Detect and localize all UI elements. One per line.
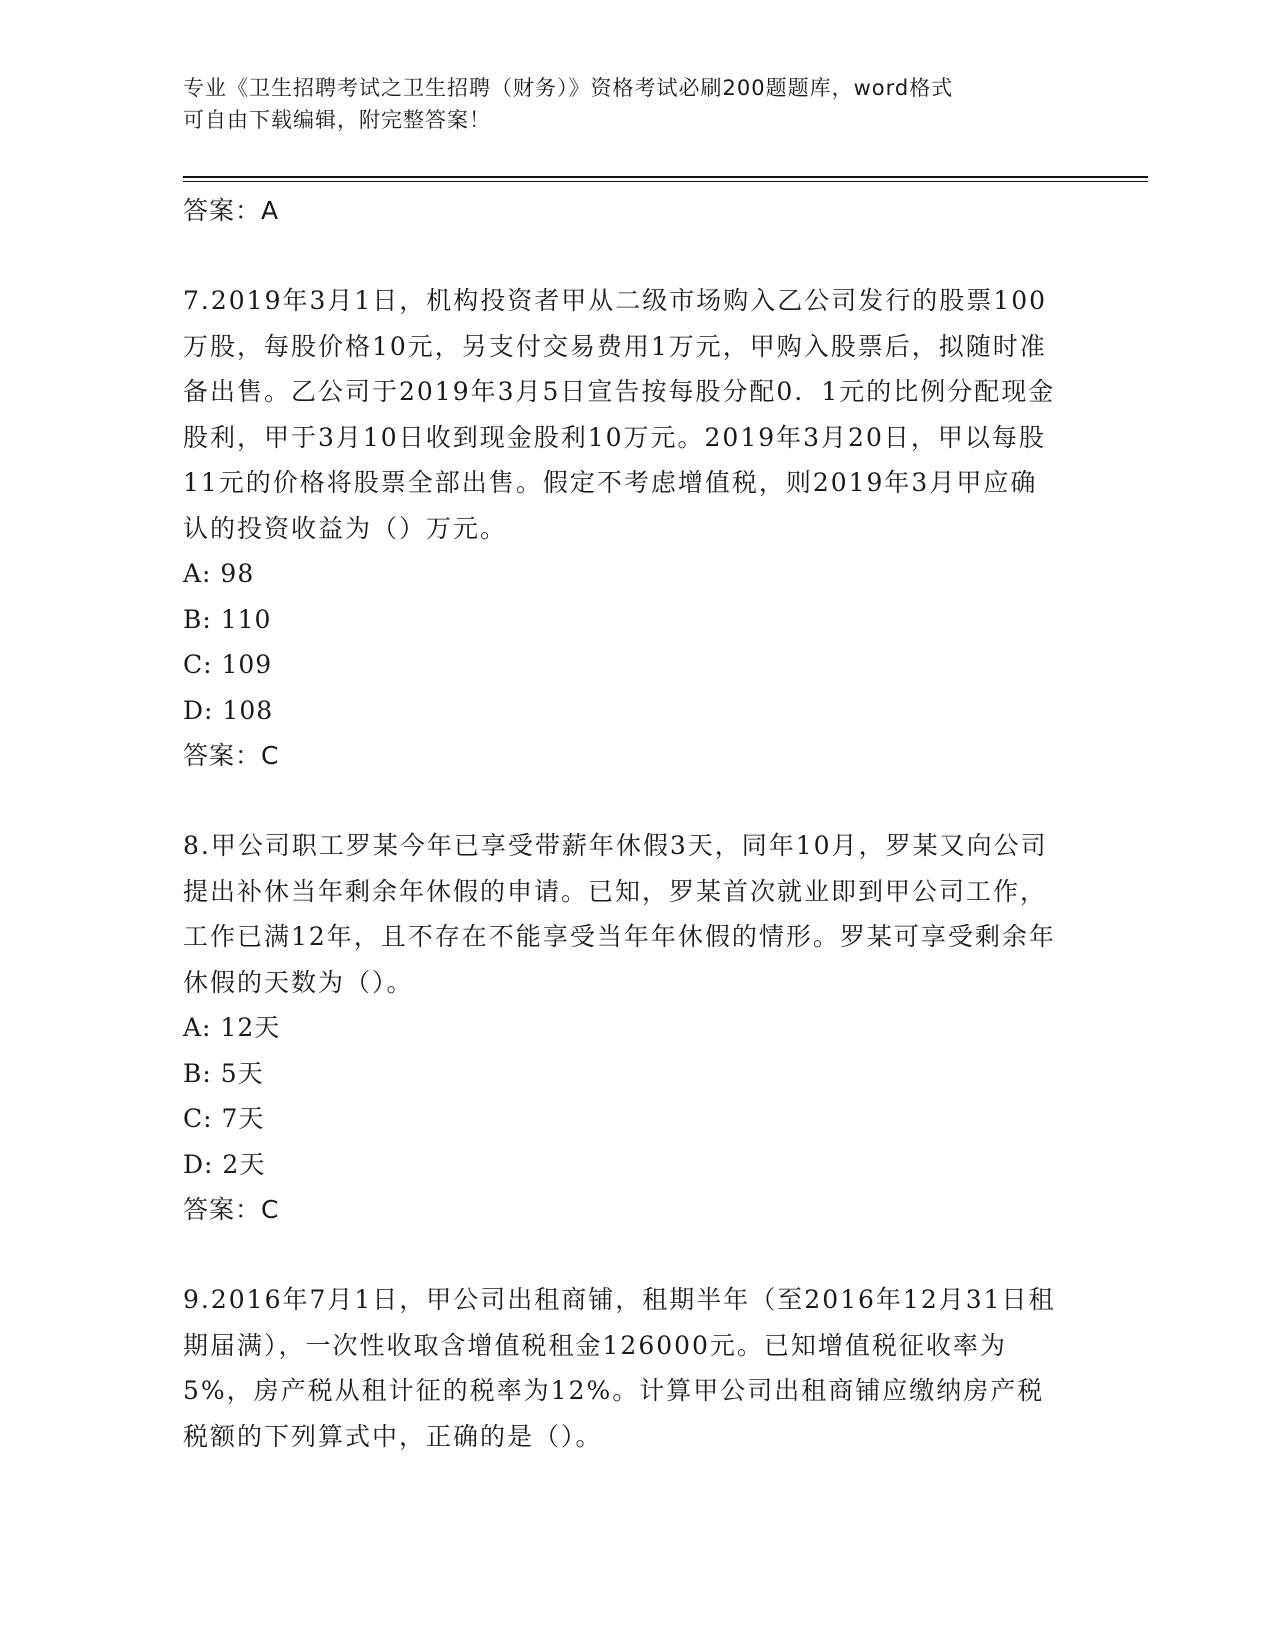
question-7-option-d: D: 108 bbox=[183, 695, 274, 725]
question-7-option-c: C: 109 bbox=[183, 650, 273, 679]
question-9 bbox=[183, 1277, 1063, 1459]
question-8-option-d: D: 2天 bbox=[183, 1149, 266, 1179]
question-7-option-a: A: 98 bbox=[183, 559, 255, 588]
answer-previous: 答案：A bbox=[183, 196, 280, 225]
header-divider-thick bbox=[183, 176, 1148, 178]
question-8-option-c: C: 7天 bbox=[183, 1104, 265, 1133]
question-8-text: 8.甲公司职工罗某今年已享受带薪年休假3天，同年10月，罗某又向公司提出补休当年剩余年休假的申请。已知，罗某首次就业即到甲公司工作，工作已满12年，且不存在不能享受当年年休假的情形。罗某可享受剩余年休假的天数为（）。 bbox=[183, 831, 1056, 997]
question-7 bbox=[183, 278, 1063, 778]
question-7-option-b: B: 110 bbox=[183, 604, 272, 634]
question-content bbox=[183, 188, 1063, 1459]
question-9-text: 9.2016年7月1日，甲公司出租商铺，租期半年（至2016年12月31日租期届满），一次性收取含增值税租金126000元。已知增值税征收率为5%，房产税从租计征的税率为12%。计算甲公司出租商铺应缴纳房产税税额的下列算式中，正确的是（）。 bbox=[183, 1285, 1056, 1451]
question-8-option-a: A: 12天 bbox=[183, 1013, 281, 1042]
question-8-option-b: B: 5天 bbox=[183, 1058, 264, 1088]
header-line-1: 专业《卫生招聘考试之卫生招聘（财务）》资格考试必刷200题题库，word格式 bbox=[183, 76, 954, 100]
question-7-text: 7.2019年3月1日，机构投资者甲从二级市场购入乙公司发行的股票100万股，每股价格10元，另支付交易费用1万元，甲购入股票后，拟随时准备出售。乙公司于2019年3月5日宣告按每股分配0．1元的比例分配现金股利，甲于3月10日收到现金股利10万元。2019年3月20日，甲以每股11元的价格将股票全部出售。假定不考虑增值税，则2019年3月甲应确认的投资收益为（）万元。 bbox=[183, 286, 1056, 543]
question-8-answer: 答案：C bbox=[183, 1195, 280, 1224]
document-header bbox=[183, 72, 1083, 136]
question-7-answer: 答案：C bbox=[183, 741, 280, 770]
question-8 bbox=[183, 823, 1063, 1232]
header-divider-thin bbox=[183, 181, 1148, 182]
header-line-2: 可自由下载编辑，附完整答案！ bbox=[183, 108, 491, 132]
